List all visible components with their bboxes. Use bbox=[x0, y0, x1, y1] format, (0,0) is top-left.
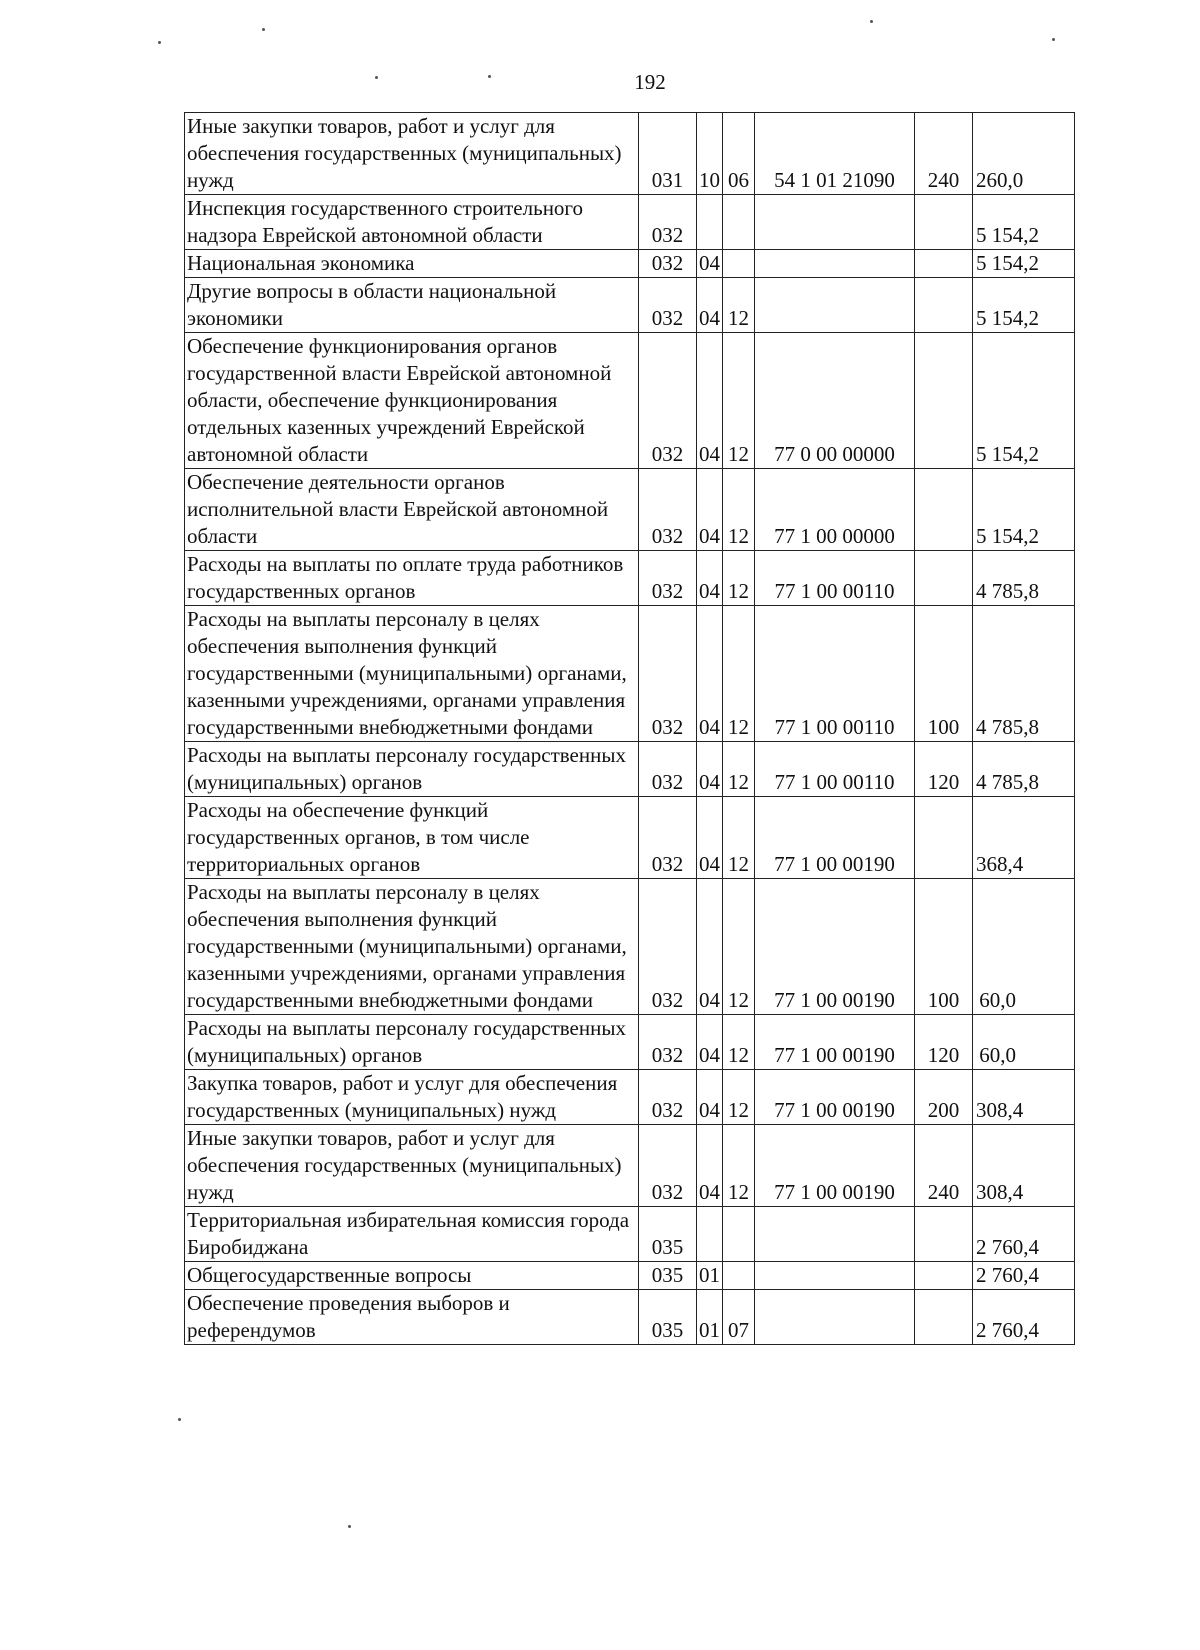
expense-name-cell: Расходы на выплаты персоналу в целях обеспечения выполнения функций государственными (муниципальными) органами, казенными учреждениями, органами управления государственными внебюджетными фондами bbox=[185, 606, 639, 742]
amount-cell: 60,0 bbox=[973, 1015, 1075, 1070]
expense-type-code-cell bbox=[915, 469, 973, 551]
section-code-cell: 04 bbox=[697, 551, 723, 606]
subsection-code-cell: 12 bbox=[723, 879, 755, 1015]
target-article-code-cell bbox=[755, 1262, 915, 1290]
amount-cell: 308,4 bbox=[973, 1070, 1075, 1125]
ministry-code-cell: 032 bbox=[639, 606, 697, 742]
section-code-cell: 04 bbox=[697, 278, 723, 333]
target-article-code-cell: 77 1 00 00190 bbox=[755, 1015, 915, 1070]
table-row bbox=[185, 1262, 1075, 1290]
table-row bbox=[185, 1207, 1075, 1262]
ministry-code-cell: 032 bbox=[639, 195, 697, 250]
ministry-code-cell: 032 bbox=[639, 250, 697, 278]
subsection-code-cell: 07 bbox=[723, 1290, 755, 1345]
subsection-code-cell: 12 bbox=[723, 333, 755, 469]
scan-speck bbox=[178, 1418, 181, 1421]
amount-cell: 2 760,4 bbox=[973, 1207, 1075, 1262]
ministry-code-cell: 032 bbox=[639, 1125, 697, 1207]
expense-name-cell: Расходы на обеспечение функций государственных органов, в том числе территориальных органов bbox=[185, 797, 639, 879]
target-article-code-cell: 77 1 00 00190 bbox=[755, 797, 915, 879]
expense-type-code-cell bbox=[915, 1290, 973, 1345]
section-code-cell bbox=[697, 195, 723, 250]
section-code-cell: 04 bbox=[697, 333, 723, 469]
target-article-code-cell: 77 1 00 00190 bbox=[755, 1070, 915, 1125]
expense-name-cell: Закупка товаров, работ и услуг для обеспечения государственных (муниципальных) нужд bbox=[185, 1070, 639, 1125]
table-row bbox=[185, 469, 1075, 551]
section-code-cell: 04 bbox=[697, 469, 723, 551]
expense-name-cell: Обеспечение деятельности органов исполнительной власти Еврейской автономной области bbox=[185, 469, 639, 551]
scan-speck bbox=[488, 75, 491, 78]
expense-name-cell: Общегосударственные вопросы bbox=[185, 1262, 639, 1290]
target-article-code-cell: 77 1 00 00190 bbox=[755, 879, 915, 1015]
expense-type-code-cell bbox=[915, 195, 973, 250]
budget-table bbox=[184, 112, 1075, 1345]
table-row bbox=[185, 250, 1075, 278]
ministry-code-cell: 032 bbox=[639, 797, 697, 879]
amount-cell: 5 154,2 bbox=[973, 278, 1075, 333]
amount-cell: 308,4 bbox=[973, 1125, 1075, 1207]
target-article-code-cell: 77 1 00 00110 bbox=[755, 551, 915, 606]
ministry-code-cell: 032 bbox=[639, 1070, 697, 1125]
target-article-code-cell bbox=[755, 250, 915, 278]
expense-name-cell: Территориальная избирательная комиссия города Биробиджана bbox=[185, 1207, 639, 1262]
ministry-code-cell: 032 bbox=[639, 469, 697, 551]
amount-cell: 5 154,2 bbox=[973, 333, 1075, 469]
ministry-code-cell: 035 bbox=[639, 1262, 697, 1290]
amount-cell: 5 154,2 bbox=[973, 469, 1075, 551]
expense-type-code-cell: 100 bbox=[915, 606, 973, 742]
subsection-code-cell: 12 bbox=[723, 606, 755, 742]
subsection-code-cell: 12 bbox=[723, 742, 755, 797]
subsection-code-cell: 12 bbox=[723, 1070, 755, 1125]
expense-type-code-cell: 100 bbox=[915, 879, 973, 1015]
section-code-cell bbox=[697, 1207, 723, 1262]
table-row bbox=[185, 278, 1075, 333]
ministry-code-cell: 032 bbox=[639, 551, 697, 606]
target-article-code-cell: 54 1 01 21090 bbox=[755, 113, 915, 195]
amount-cell: 5 154,2 bbox=[973, 250, 1075, 278]
amount-cell: 2 760,4 bbox=[973, 1262, 1075, 1290]
expense-type-code-cell: 120 bbox=[915, 742, 973, 797]
expense-type-code-cell: 120 bbox=[915, 1015, 973, 1070]
ministry-code-cell: 032 bbox=[639, 333, 697, 469]
subsection-code-cell: 12 bbox=[723, 1125, 755, 1207]
section-code-cell: 04 bbox=[697, 742, 723, 797]
section-code-cell: 01 bbox=[697, 1262, 723, 1290]
scan-speck bbox=[870, 20, 873, 23]
expense-name-cell: Инспекция государственного строительного надзора Еврейской автономной области bbox=[185, 195, 639, 250]
page-number: 192 bbox=[634, 70, 666, 94]
table-row bbox=[185, 1125, 1075, 1207]
subsection-code-cell: 12 bbox=[723, 797, 755, 879]
expense-type-code-cell bbox=[915, 1262, 973, 1290]
expense-name-cell: Расходы на выплаты персоналу в целях обеспечения выполнения функций государственными (муниципальными) органами, казенными учреждениями, органами управления государственными внебюджетными фондами bbox=[185, 879, 639, 1015]
amount-cell: 4 785,8 bbox=[973, 606, 1075, 742]
section-code-cell: 01 bbox=[697, 1290, 723, 1345]
section-code-cell: 04 bbox=[697, 250, 723, 278]
expense-name-cell: Иные закупки товаров, работ и услуг для обеспечения государственных (муниципальных) нужд bbox=[185, 113, 639, 195]
table-row bbox=[185, 879, 1075, 1015]
expense-name-cell: Иные закупки товаров, работ и услуг для обеспечения государственных (муниципальных) нужд bbox=[185, 1125, 639, 1207]
amount-cell: 260,0 bbox=[973, 113, 1075, 195]
table-row bbox=[185, 797, 1075, 879]
section-code-cell: 04 bbox=[697, 1015, 723, 1070]
ministry-code-cell: 032 bbox=[639, 278, 697, 333]
target-article-code-cell: 77 1 00 00110 bbox=[755, 742, 915, 797]
subsection-code-cell: 12 bbox=[723, 1015, 755, 1070]
ministry-code-cell: 035 bbox=[639, 1207, 697, 1262]
scan-speck bbox=[348, 1525, 351, 1528]
subsection-code-cell bbox=[723, 1262, 755, 1290]
table-row bbox=[185, 333, 1075, 469]
expense-name-cell: Национальная экономика bbox=[185, 250, 639, 278]
ministry-code-cell: 031 bbox=[639, 113, 697, 195]
expense-name-cell: Обеспечение функционирования органов государственной власти Еврейской автономной области, обеспечение функционирования отдельных казенных учреждений Еврейской автономной области bbox=[185, 333, 639, 469]
section-code-cell: 04 bbox=[697, 797, 723, 879]
subsection-code-cell bbox=[723, 250, 755, 278]
table-row bbox=[185, 606, 1075, 742]
expense-name-cell: Другие вопросы в области национальной экономики bbox=[185, 278, 639, 333]
expense-type-code-cell: 240 bbox=[915, 1125, 973, 1207]
subsection-code-cell: 06 bbox=[723, 113, 755, 195]
table-row bbox=[185, 1015, 1075, 1070]
target-article-code-cell bbox=[755, 278, 915, 333]
target-article-code-cell: 77 0 00 00000 bbox=[755, 333, 915, 469]
section-code-cell: 04 bbox=[697, 1125, 723, 1207]
scan-speck bbox=[1052, 38, 1055, 41]
amount-cell: 5 154,2 bbox=[973, 195, 1075, 250]
target-article-code-cell: 77 1 00 00110 bbox=[755, 606, 915, 742]
table-row bbox=[185, 1290, 1075, 1345]
scan-speck bbox=[375, 76, 378, 79]
expense-type-code-cell: 240 bbox=[915, 113, 973, 195]
expense-name-cell: Расходы на выплаты по оплате труда работников государственных органов bbox=[185, 551, 639, 606]
expense-name-cell: Расходы на выплаты персоналу государственных (муниципальных) органов bbox=[185, 1015, 639, 1070]
subsection-code-cell bbox=[723, 1207, 755, 1262]
target-article-code-cell bbox=[755, 1207, 915, 1262]
section-code-cell: 10 bbox=[697, 113, 723, 195]
budget-table-body bbox=[185, 113, 1075, 1345]
section-code-cell: 04 bbox=[697, 879, 723, 1015]
target-article-code-cell bbox=[755, 1290, 915, 1345]
amount-cell: 368,4 bbox=[973, 797, 1075, 879]
table-row bbox=[185, 551, 1075, 606]
section-code-cell: 04 bbox=[697, 606, 723, 742]
amount-cell: 60,0 bbox=[973, 879, 1075, 1015]
table-row bbox=[185, 113, 1075, 195]
amount-cell: 2 760,4 bbox=[973, 1290, 1075, 1345]
expense-name-cell: Расходы на выплаты персоналу государственных (муниципальных) органов bbox=[185, 742, 639, 797]
section-code-cell: 04 bbox=[697, 1070, 723, 1125]
amount-cell: 4 785,8 bbox=[973, 742, 1075, 797]
ministry-code-cell: 032 bbox=[639, 1015, 697, 1070]
target-article-code-cell: 77 1 00 00000 bbox=[755, 469, 915, 551]
target-article-code-cell bbox=[755, 195, 915, 250]
expense-type-code-cell bbox=[915, 250, 973, 278]
scan-speck bbox=[262, 28, 265, 31]
subsection-code-cell: 12 bbox=[723, 469, 755, 551]
expense-type-code-cell bbox=[915, 333, 973, 469]
ministry-code-cell: 032 bbox=[639, 742, 697, 797]
expense-type-code-cell bbox=[915, 797, 973, 879]
scan-speck bbox=[158, 41, 161, 44]
target-article-code-cell: 77 1 00 00190 bbox=[755, 1125, 915, 1207]
expense-type-code-cell bbox=[915, 278, 973, 333]
table-row bbox=[185, 1070, 1075, 1125]
expense-type-code-cell bbox=[915, 1207, 973, 1262]
table-row bbox=[185, 742, 1075, 797]
expense-name-cell: Обеспечение проведения выборов и референдумов bbox=[185, 1290, 639, 1345]
ministry-code-cell: 035 bbox=[639, 1290, 697, 1345]
ministry-code-cell: 032 bbox=[639, 879, 697, 1015]
table-row bbox=[185, 195, 1075, 250]
amount-cell: 4 785,8 bbox=[973, 551, 1075, 606]
expense-type-code-cell: 200 bbox=[915, 1070, 973, 1125]
subsection-code-cell bbox=[723, 195, 755, 250]
subsection-code-cell: 12 bbox=[723, 551, 755, 606]
subsection-code-cell: 12 bbox=[723, 278, 755, 333]
expense-type-code-cell bbox=[915, 551, 973, 606]
